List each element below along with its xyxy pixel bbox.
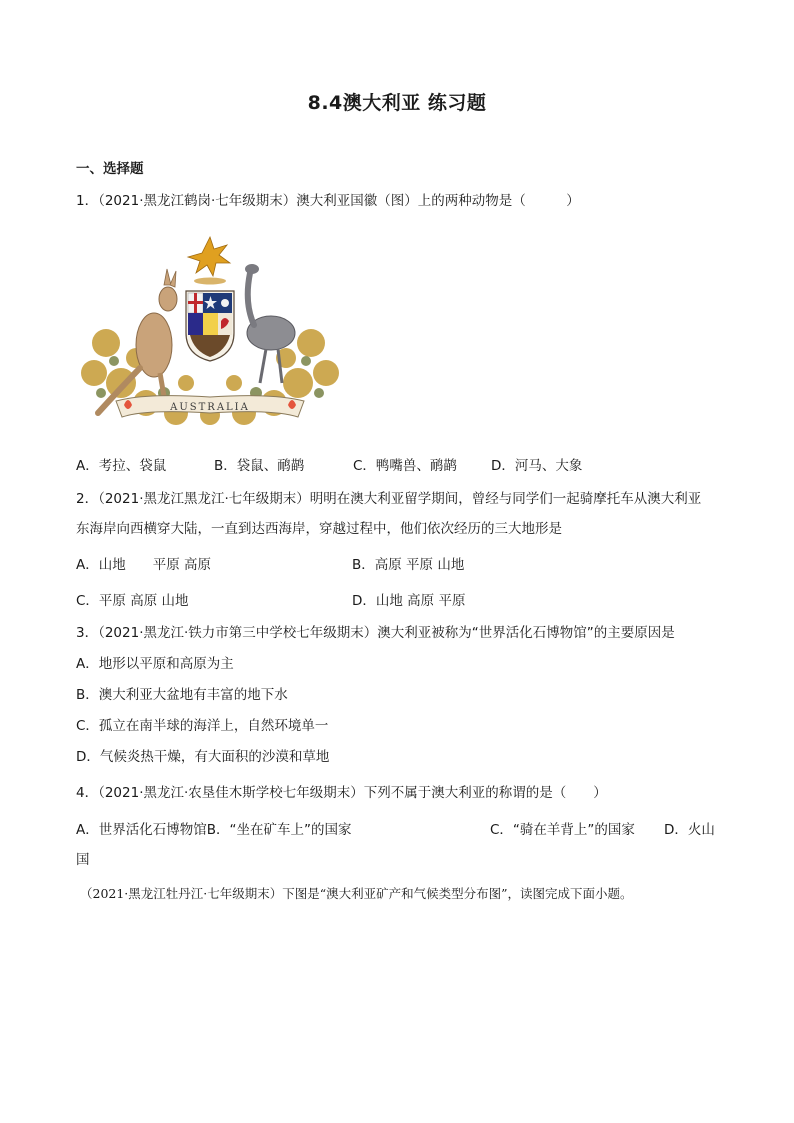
banner-text: AUSTRALIA — [170, 402, 250, 413]
question-2-stem-line1: 2．（2021·黑龙江黑龙江·七年级期末）明明在澳大利亚留学期间，曾经与同学们一起骑摩托车从澳大利亚 — [76, 491, 702, 507]
australia-coat-of-arms-image — [76, 233, 344, 445]
question-1-stem: 1．（2021·黑龙江鹤岗·七年级期末）澳大利亚国徽（图）上的两种动物是（ ） — [76, 193, 580, 209]
q2-option-b[interactable]: B．高原 平原 山地 — [352, 557, 465, 573]
question-2-stem-line2: 东海岸向西横穿大陆，一直到达西海岸，穿越过程中，他们依次经历的三大地形是 — [76, 521, 562, 537]
map-question-intro: （2021·黑龙江牡丹江·七年级期末）下图是“澳大利亚矿产和气候类型分布图”，读图完成下面小题。 — [80, 886, 633, 901]
q4-option-d[interactable]: D．火山 — [664, 822, 715, 838]
q4-option-c[interactable]: C．“骑在羊背上”的国家 — [490, 822, 635, 838]
q3-option-d[interactable]: D．气候炎热干燥，有大面积的沙漠和草地 — [76, 749, 330, 765]
question-3-stem: 3．（2021·黑龙江·铁力市第三中学校七年级期末）澳大利亚被称为“世界活化石博物馆”的主要原因是 — [76, 625, 675, 641]
q2-option-c[interactable]: C．平原 高原 山地 — [76, 593, 189, 609]
q1-option-c[interactable]: C．鸭嘴兽、鸸鹋 — [353, 458, 457, 474]
q2-option-a[interactable]: A．山地 平原 高原 — [76, 557, 212, 573]
q4-option-d-continued: 国 — [76, 852, 90, 868]
commonwealth-star-icon — [188, 237, 230, 276]
shield-figure — [186, 291, 234, 361]
q3-option-c[interactable]: C．孤立在南半球的海洋上，自然环境单一 — [76, 718, 329, 734]
question-4-stem: 4．（2021·黑龙江·农垦佳木斯学校七年级期末）下列不属于澳大利亚的称谓的是（ ） — [76, 785, 607, 801]
page-title: 8.4澳大利亚 练习题 — [307, 92, 487, 114]
q4-option-ab[interactable]: A．世界活化石博物馆B．“坐在矿车上”的国家 — [76, 822, 352, 838]
section-heading: 一、选择题 — [76, 161, 144, 177]
q3-option-a[interactable]: A．地形以平原和高原为主 — [76, 656, 234, 672]
q3-option-b[interactable]: B．澳大利亚大盆地有丰富的地下水 — [76, 687, 288, 703]
q1-option-b[interactable]: B．袋鼠、鸸鹋 — [214, 458, 305, 474]
q1-option-d[interactable]: D．河马、大象 — [491, 458, 583, 474]
q2-option-d[interactable]: D．山地 高原 平原 — [352, 593, 466, 609]
q1-option-a[interactable]: A．考拉、袋鼠 — [76, 458, 167, 474]
